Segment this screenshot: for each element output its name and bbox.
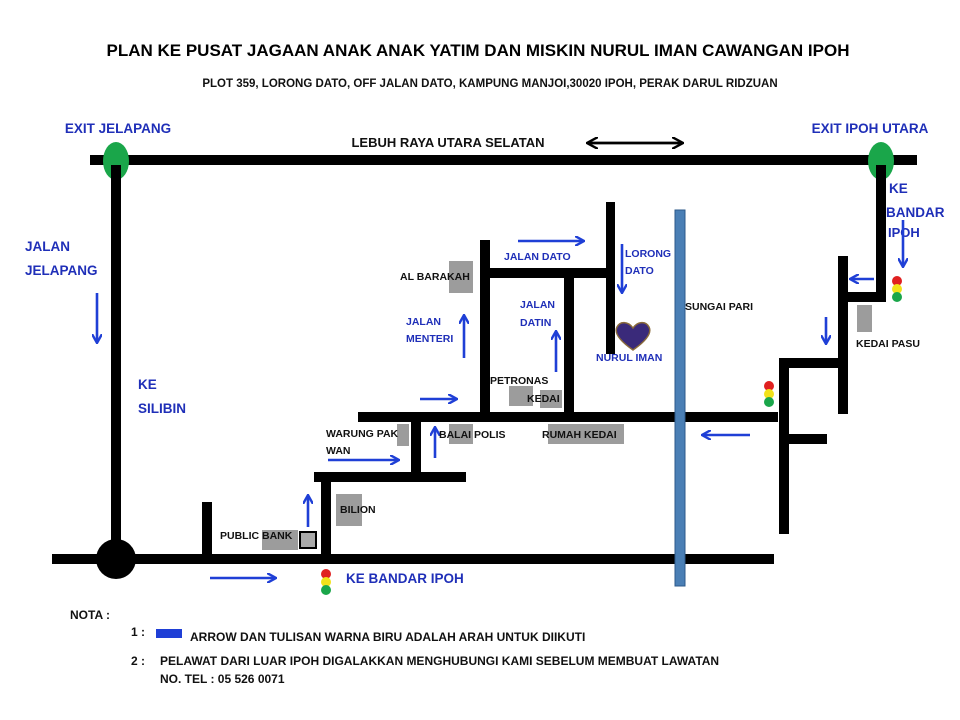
lorong-dato-road — [606, 202, 615, 354]
jalan-jelapang-road — [111, 165, 121, 560]
lorong-dato-label-1: LORONG — [625, 248, 672, 260]
ke-silibin-label-1: KE — [138, 377, 157, 392]
roundabout-icon — [96, 539, 136, 579]
public-bank-box-icon — [300, 532, 316, 548]
warung-pak-wan-building — [397, 424, 409, 446]
note-1-number: 1 : — [131, 625, 146, 639]
nurul-iman-heart-icon — [616, 323, 650, 350]
jalan-dato-label: JALAN DATO — [504, 251, 571, 263]
highway-label: LEBUH RAYA UTARA SELATAN — [351, 135, 545, 150]
jalan-jelapang-label-2: JELAPANG — [25, 263, 98, 278]
jalan-datin-road — [564, 276, 574, 414]
bilion-label: BILION — [340, 504, 376, 516]
sungai-pari-river — [675, 210, 685, 586]
jalan-datin-label-2: DATIN — [520, 317, 552, 329]
address-line: PLOT 359, LORONG DATO, OFF JALAN DATO, KAMPUNG MANJOI,30020 IPOH, PERAK DARUL RIDZUAN — [202, 78, 778, 90]
jalan-menteri-label-2: MENTERI — [406, 333, 454, 345]
right-connector-road — [779, 358, 843, 368]
petronas-label: PETRONAS — [490, 375, 549, 387]
traffic-light-icon — [892, 276, 902, 302]
bottom-main-road — [52, 554, 774, 564]
balai-polis-label: BALAI POLIS — [439, 429, 506, 441]
jalan-datin-label-1: JALAN — [520, 299, 556, 311]
note-2-number: 2 : — [131, 654, 146, 668]
ke-bandar-ipoh-top-label-2: BANDAR — [886, 205, 945, 220]
exit-ipoh-utara-label: EXIT IPOH UTARA — [811, 121, 929, 136]
right-spur-road — [789, 434, 827, 444]
rumah-kedai-label: RUMAH KEDAI — [542, 429, 617, 441]
public-bank-road — [202, 502, 212, 556]
note-2-text: PELAWAT DARI LUAR IPOH DIGALAKKAN MENGHUBUNGI KAMI SEBELUM MEMBUAT LAWATAN — [160, 654, 720, 668]
bilion-road — [321, 474, 331, 556]
traffic-light-icon — [321, 569, 331, 595]
blue-legend-swatch — [156, 629, 182, 638]
jalan-jelapang-label-1: JALAN — [25, 239, 71, 254]
public-bank-label: PUBLIC BANK — [220, 530, 293, 542]
right-vertical-road — [779, 360, 789, 534]
kedai-pasu-road — [838, 256, 848, 414]
warung-pak-wan-label-2: WAN — [326, 445, 351, 457]
ke-bandar-ipoh-top-label-1: KE — [889, 181, 908, 196]
jalan-menteri-road — [480, 240, 490, 416]
nurul-iman-label: NURUL IMAN — [596, 352, 663, 364]
map-title: PLAN KE PUSAT JAGAAN ANAK ANAK YATIM DAN MISKIN NURUL IMAN CAWANGAN IPOH — [106, 41, 850, 60]
highway-road — [90, 155, 917, 165]
ke-bandar-ipoh-bottom-label: KE BANDAR IPOH — [346, 571, 464, 586]
traffic-light-icon — [764, 381, 774, 407]
sungai-pari-label: SUNGAI PARI — [685, 301, 754, 313]
warung-pak-wan-label-1: WARUNG PAK — [326, 428, 399, 440]
kedai-label: KEDAI — [527, 393, 560, 405]
exit-jelapang-label: EXIT JELAPANG — [64, 121, 172, 136]
ke-bandar-ipoh-top-label-3: IPOH — [888, 225, 920, 240]
jalan-dato-road — [480, 268, 610, 278]
exit-ipoh-utara-road — [876, 165, 886, 302]
bilion-cross-road — [314, 472, 466, 482]
warung-road — [411, 414, 421, 476]
jalan-menteri-label-1: JALAN — [406, 316, 442, 328]
al-barakah-label: AL BARAKAH — [400, 271, 470, 283]
lorong-dato-label-2: DATO — [625, 265, 654, 277]
ke-silibin-label-2: SILIBIN — [138, 401, 187, 416]
note-1-text: ARROW DAN TULISAN WARNA BIRU ADALAH ARAH UNTUK DIIKUTI — [190, 630, 586, 644]
kedai-pasu-building — [857, 305, 872, 332]
phone-number: NO. TEL : 05 526 0071 — [160, 672, 285, 686]
kedai-pasu-label: KEDAI PASU — [856, 338, 920, 350]
notes-heading: NOTA : — [70, 608, 110, 622]
